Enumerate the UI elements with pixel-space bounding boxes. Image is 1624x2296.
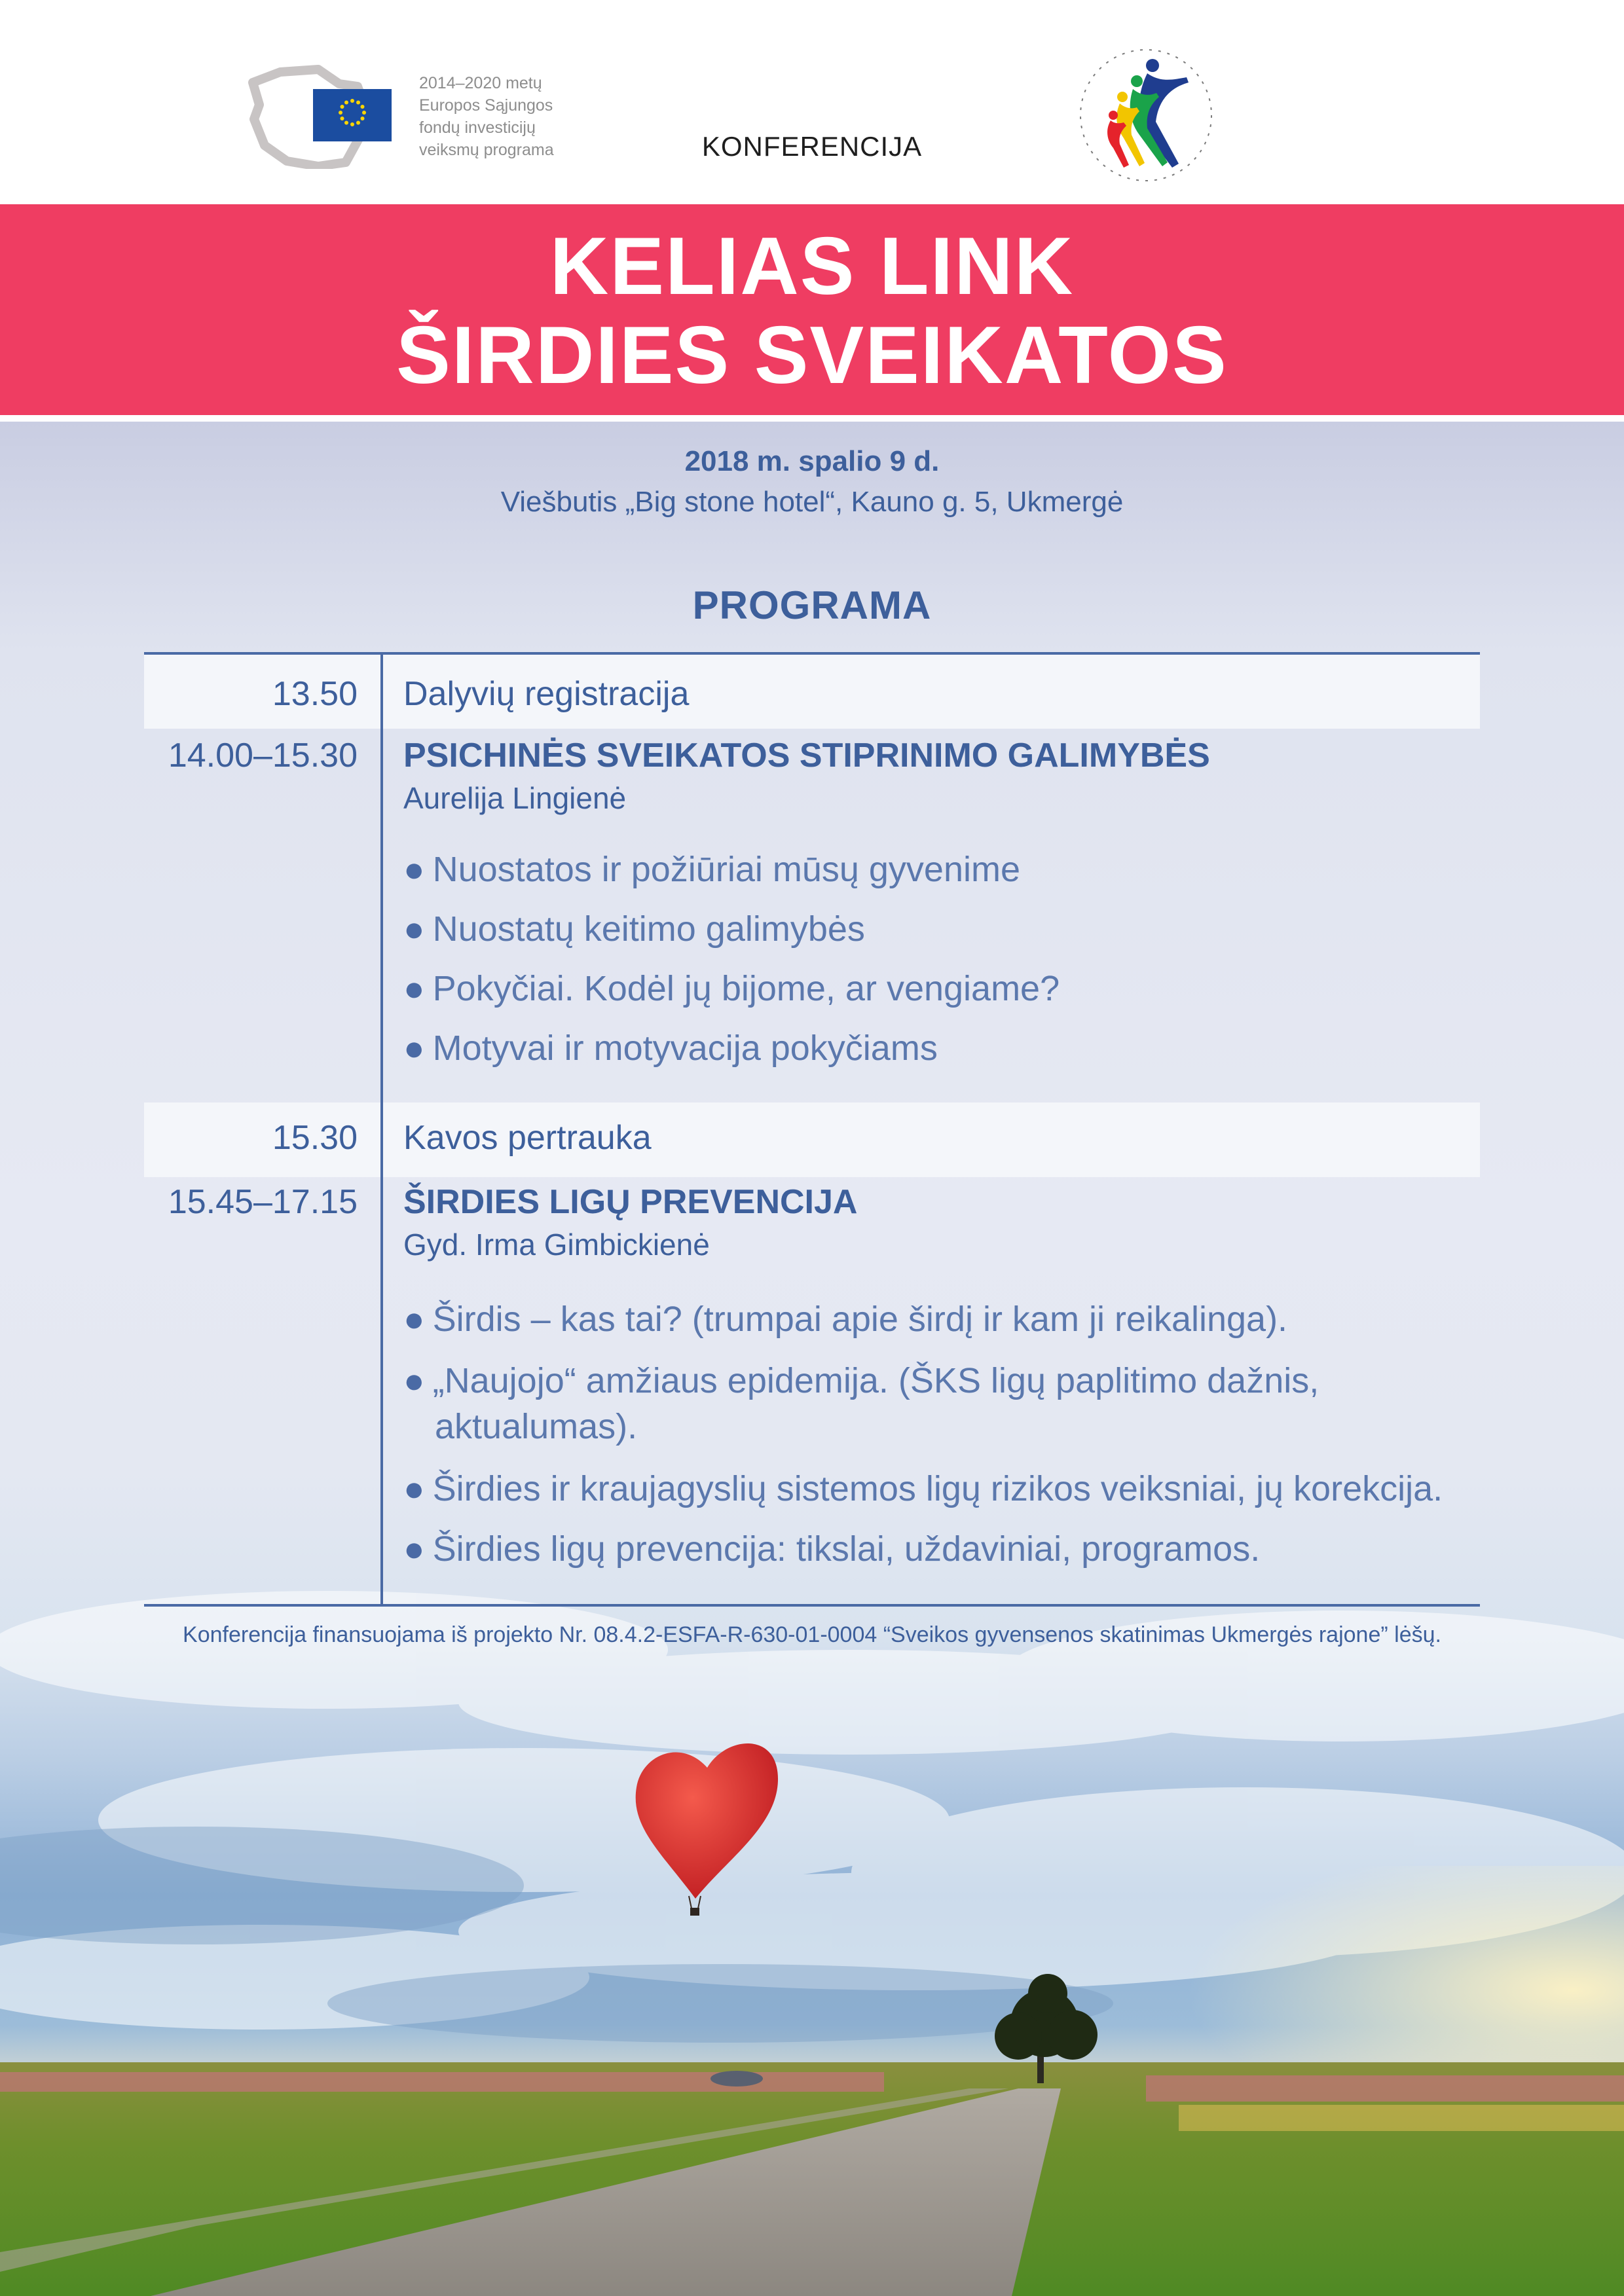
time-registration: 13.50 [272, 675, 358, 713]
session-2-bullet-continuation: aktualumas). [435, 1407, 638, 1446]
bullet-dot-icon: ● [403, 1029, 425, 1068]
table-column-divider [380, 655, 383, 1604]
session-1-speaker: Aurelija Lingienė [403, 781, 627, 815]
session-2-title: ŠIRDIES LIGŲ PREVENCIJA [403, 1183, 858, 1221]
time-session-1: 14.00–15.30 [168, 737, 358, 774]
program-heading: PROGRAMA [692, 583, 932, 627]
session-2-bullet [403, 1299, 1287, 1339]
table-top-rule [144, 652, 1480, 655]
title-line-1: KELIAS LINK [549, 221, 1075, 312]
session-2-bullet [403, 1529, 1260, 1569]
session-1-bullet-text: Nuostatų keitimo galimybės [432, 909, 865, 949]
bullet-dot-icon: ● [403, 1361, 425, 1400]
eu-line-4: veiksmų programa [419, 141, 554, 159]
session-2-bullet [403, 1468, 1443, 1509]
session-2-bullet-text: Širdies ligų prevencija: tikslai, uždaviniai, programos. [432, 1529, 1261, 1569]
bullet-dot-icon: ● [403, 850, 425, 889]
time-coffee-break: 15.30 [272, 1119, 358, 1157]
registration-label: Dalyvių registracija [403, 675, 690, 713]
eu-line-2: Europos Sąjungos [419, 96, 553, 115]
session-2-bullet-text: „Naujojo“ amžiaus epidemija. (ŠKS ligų paplitimo dažnis, [432, 1361, 1320, 1400]
time-session-2: 15.45–17.15 [168, 1183, 358, 1221]
bullet-dot-icon: ● [403, 969, 425, 1008]
conference-label: KONFERENCIJA [701, 131, 923, 162]
session-1-bullet [403, 1028, 938, 1068]
eu-line-1: 2014–2020 metų [419, 74, 542, 92]
bullet-dot-icon: ● [403, 1469, 425, 1508]
funding-note: Konferencija finansuojama iš projekto Nr. 08.4.2-ESFA-R-630-01-0004 “Sveikos gyvensenos skatinimas Ukmergės rajone” lėšų. [183, 1622, 1441, 1647]
session-1-title: PSICHINĖS SVEIKATOS STIPRINIMO GALIMYBĖS [403, 737, 1210, 774]
session-1-bullet [403, 849, 1020, 890]
eu-line-3: fondų investicijų [419, 118, 536, 137]
session-1-bullet [403, 909, 865, 949]
bullet-dot-icon: ● [403, 1300, 425, 1339]
event-date: 2018 m. spalio 9 d. [684, 445, 940, 477]
session-1-bullet-text: Pokyčiai. Kodėl jų bijome, ar vengiame? [432, 969, 1060, 1008]
coffee-break-label: Kavos pertrauka [403, 1119, 652, 1157]
session-2-speaker: Gyd. Irma Gimbickienė [403, 1228, 710, 1262]
session-1-bullet-text: Motyvai ir motyvacija pokyčiams [432, 1029, 938, 1068]
session-1-bullet [403, 968, 1060, 1009]
bullet-dot-icon: ● [403, 1529, 425, 1569]
table-bottom-rule [144, 1604, 1480, 1607]
session-2-bullet-text: Širdis – kas tai? (trumpai apie širdį ir kam ji reikalinga). [432, 1300, 1288, 1339]
bullet-dot-icon: ● [403, 909, 425, 949]
title-line-2: ŠIRDIES SVEIKATOS [396, 310, 1228, 401]
session-1-bullet-text: Nuostatos ir požiūriai mūsų gyvenime [432, 850, 1021, 889]
session-2-bullet [403, 1360, 1319, 1401]
session-2-bullet-text: Širdies ir kraujagyslių sistemos ligų rizikos veiksniai, jų korekcija. [432, 1469, 1443, 1508]
event-venue: Viešbutis „Big stone hotel“, Kauno g. 5, Ukmergė [500, 486, 1124, 518]
